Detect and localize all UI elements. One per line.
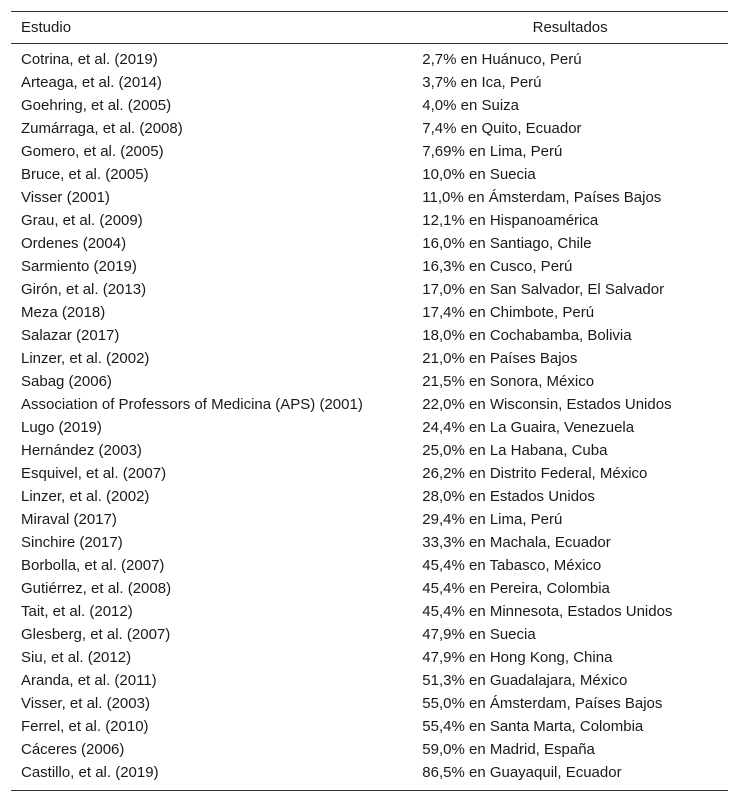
study-cell: Cotrina, et al. (2019) <box>21 51 158 68</box>
study-cell: Grau, et al. (2009) <box>21 212 143 229</box>
result-cell: 47,9% en Suecia <box>422 626 536 643</box>
study-cell: Hernández (2003) <box>21 442 142 459</box>
study-cell: Visser, et al. (2003) <box>21 695 150 712</box>
study-cell: Meza (2018) <box>21 304 106 321</box>
table-row <box>11 462 728 485</box>
studies-table <box>11 11 728 791</box>
result-cell: 21,5% en Sonora, México <box>422 373 595 390</box>
study-cell: Linzer, et al. (2002) <box>21 350 150 367</box>
table-row <box>11 692 728 715</box>
result-cell: 10,0% en Suecia <box>422 166 536 183</box>
study-cell: Sabag (2006) <box>21 373 112 390</box>
result-cell: 16,3% en Cusco, Perú <box>422 258 573 275</box>
table-header <box>11 12 728 44</box>
result-cell: 33,3% en Machala, Ecuador <box>422 534 611 551</box>
table-row <box>11 508 728 531</box>
table-row <box>11 669 728 692</box>
header-row <box>11 12 728 44</box>
study-cell: Ordenes (2004) <box>21 235 127 252</box>
study-cell: Borbolla, et al. (2007) <box>21 557 165 574</box>
study-cell: Sinchire (2017) <box>21 534 123 551</box>
result-cell: 45,4% en Minnesota, Estados Unidos <box>422 603 673 620</box>
table-row <box>11 554 728 577</box>
table-row <box>11 416 728 439</box>
result-cell: 2,7% en Huánuco, Perú <box>422 51 582 68</box>
table-row <box>11 117 728 140</box>
table-row <box>11 232 728 255</box>
study-cell: Zumárraga, et al. (2008) <box>21 120 183 137</box>
table-row <box>11 577 728 600</box>
result-cell: 86,5% en Guayaquil, Ecuador <box>412 761 728 791</box>
table-row <box>11 761 728 791</box>
study-cell: Salazar (2017) <box>21 327 120 344</box>
result-cell: 7,69% en Lima, Perú <box>422 143 563 160</box>
study-cell: Ferrel, et al. (2010) <box>21 718 149 735</box>
table-body <box>11 44 728 791</box>
result-cell: 25,0% en La Habana, Cuba <box>422 442 608 459</box>
result-cell: 17,4% en Chimbote, Perú <box>422 304 595 321</box>
study-cell: Bruce, et al. (2005) <box>21 166 149 183</box>
table-row <box>11 186 728 209</box>
study-cell: Girón, et al. (2013) <box>21 281 147 298</box>
study-cell: Castillo, et al. (2019) <box>11 761 412 791</box>
result-cell: 51,3% en Guadalajara, México <box>422 672 628 689</box>
table-row <box>11 255 728 278</box>
result-cell: 4,0% en Suiza <box>422 97 520 114</box>
result-cell: 55,0% en Ámsterdam, Países Bajos <box>422 695 663 712</box>
study-cell: Gutiérrez, et al. (2008) <box>21 580 172 597</box>
result-cell: 11,0% en Ámsterdam, Países Bajos <box>422 189 662 206</box>
result-cell: 16,0% en Santiago, Chile <box>422 235 592 252</box>
table-row <box>11 140 728 163</box>
table-row <box>11 347 728 370</box>
result-cell: 47,9% en Hong Kong, China <box>422 649 613 666</box>
study-cell: Glesberg, et al. (2007) <box>21 626 171 643</box>
table-row <box>11 71 728 94</box>
result-cell: 3,7% en Ica, Perú <box>422 74 542 91</box>
study-cell: Sarmiento (2019) <box>21 258 137 275</box>
table-row <box>11 531 728 554</box>
result-cell: 29,4% en Lima, Perú <box>422 511 563 528</box>
studies-table-container <box>11 11 728 791</box>
study-cell: Gomero, et al. (2005) <box>21 143 164 160</box>
table-row <box>11 278 728 301</box>
table-row <box>11 485 728 508</box>
study-cell: Linzer, et al. (2002) <box>21 488 150 505</box>
study-cell: Arteaga, et al. (2014) <box>21 74 162 91</box>
header-results: Resultados <box>412 12 728 44</box>
result-cell: 7,4% en Quito, Ecuador <box>422 120 582 137</box>
table-row <box>11 94 728 117</box>
table-row <box>11 324 728 347</box>
study-cell: Cáceres (2006) <box>21 741 125 758</box>
study-cell: Esquivel, et al. (2007) <box>21 465 167 482</box>
study-cell: Association of Professors of Medicina (APS) (2001) <box>21 396 363 413</box>
result-cell: 22,0% en Wisconsin, Estados Unidos <box>422 396 672 413</box>
result-cell: 18,0% en Cochabamba, Bolivia <box>422 327 632 344</box>
table-row <box>11 646 728 669</box>
table-row <box>11 163 728 186</box>
table-row <box>11 738 728 761</box>
result-cell: 45,4% en Pereira, Colombia <box>422 580 610 597</box>
result-cell: 12,1% en Hispanoamérica <box>422 212 599 229</box>
table-row <box>11 44 728 72</box>
study-cell: Visser (2001) <box>21 189 110 206</box>
table-row <box>11 623 728 646</box>
result-cell: 45,4% en Tabasco, México <box>422 557 602 574</box>
header-study: Estudio <box>11 12 412 44</box>
result-cell: 21,0% en Países Bajos <box>422 350 578 367</box>
table-row <box>11 301 728 324</box>
result-cell: 17,0% en San Salvador, El Salvador <box>422 281 665 298</box>
study-cell: Lugo (2019) <box>21 419 102 436</box>
result-cell: 26,2% en Distrito Federal, México <box>422 465 648 482</box>
result-cell: 24,4% en La Guaira, Venezuela <box>422 419 635 436</box>
study-cell: Siu, et al. (2012) <box>21 649 132 666</box>
study-cell: Miraval (2017) <box>21 511 117 528</box>
study-cell: Goehring, et al. (2005) <box>21 97 172 114</box>
table-row <box>11 209 728 232</box>
result-cell: 55,4% en Santa Marta, Colombia <box>422 718 644 735</box>
table-row <box>11 370 728 393</box>
table-row <box>11 600 728 623</box>
table-row <box>11 439 728 462</box>
table-row <box>11 393 728 416</box>
result-cell: 28,0% en Estados Unidos <box>422 488 595 505</box>
study-cell: Aranda, et al. (2011) <box>21 672 157 689</box>
study-cell: Tait, et al. (2012) <box>21 603 133 620</box>
table-row <box>11 715 728 738</box>
result-cell: 59,0% en Madrid, España <box>422 741 595 758</box>
